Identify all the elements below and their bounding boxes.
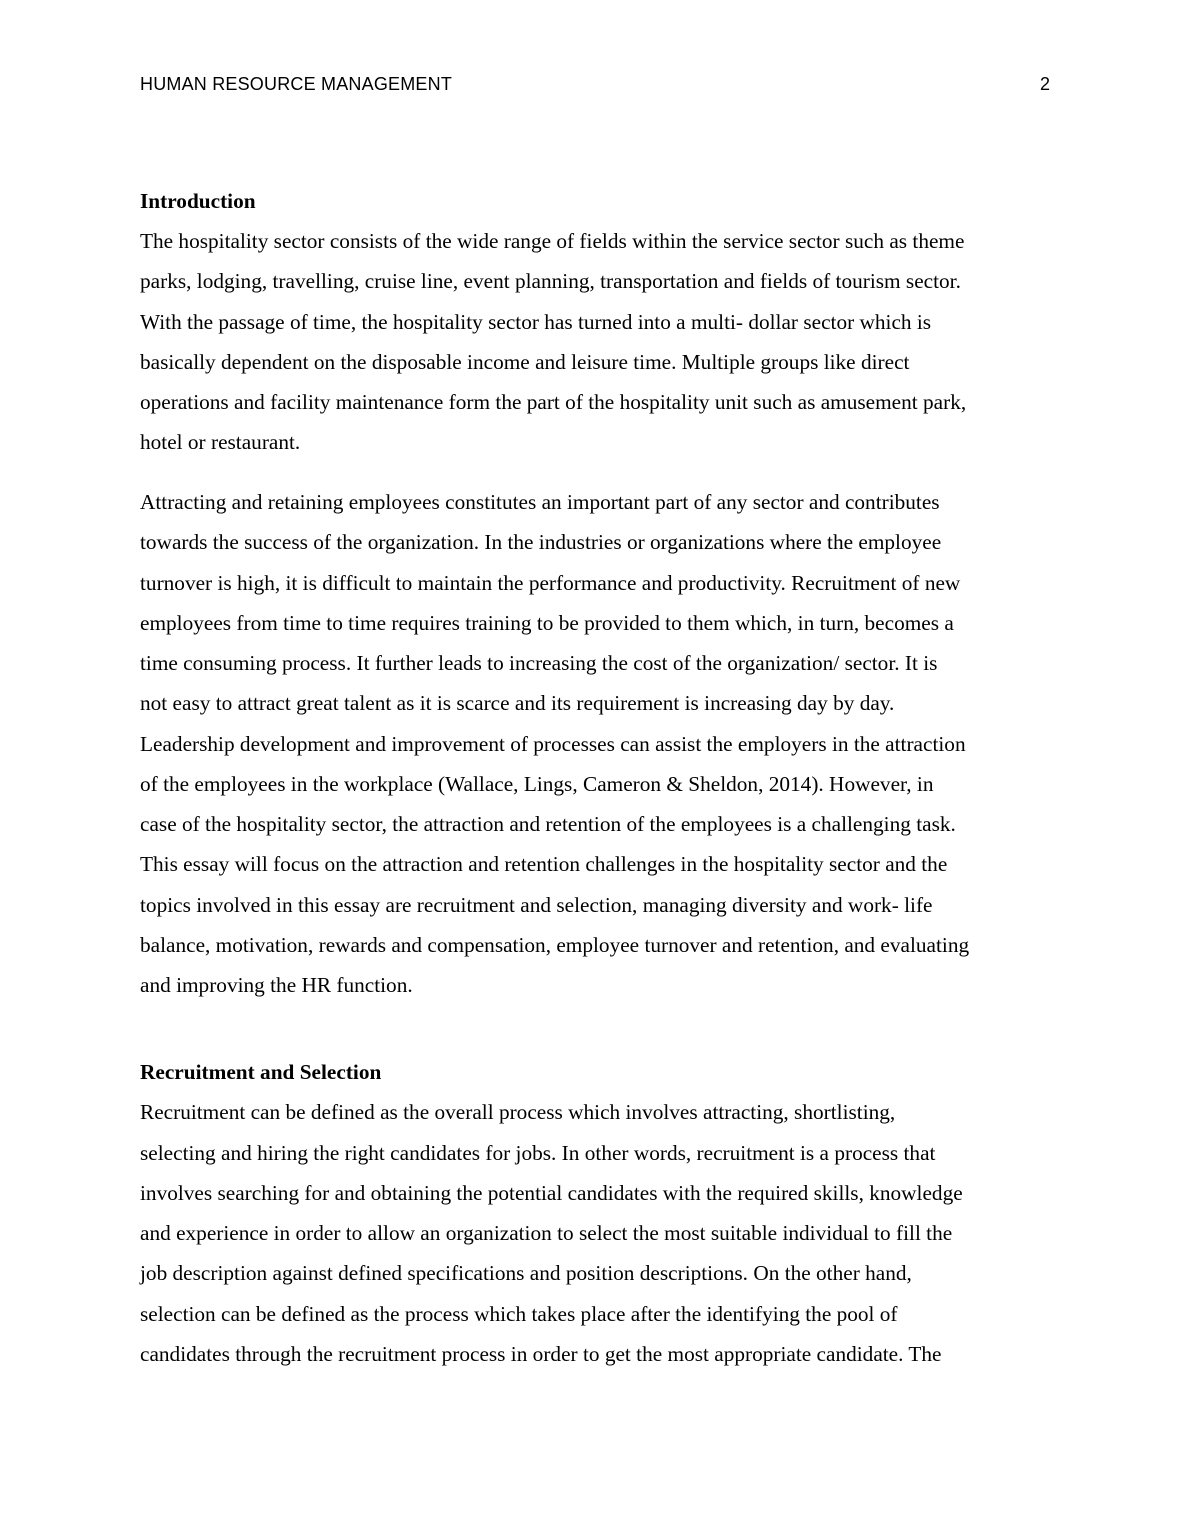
page-number: 2 <box>1039 74 1050 94</box>
text-line: With the passage of time, the hospitality sector has turned into a multi- dollar sector which is <box>140 310 932 334</box>
text-line: and experience in order to allow an organization to select the most suitable individual to fill the <box>140 1221 953 1245</box>
text-line: Recruitment can be defined as the overall process which involves attracting, shortlisting, <box>140 1100 896 1124</box>
text-line: towards the success of the organization. In the industries or organizations where the employee <box>140 530 942 554</box>
text-line: job description against defined specifications and position descriptions. On the other hand, <box>140 1261 912 1285</box>
section-heading-recruitment: Recruitment and Selection <box>140 1060 382 1084</box>
text-line: selection can be defined as the process which takes place after the identifying the pool of <box>140 1302 898 1326</box>
running-head: HUMAN RESOURCE MANAGEMENT <box>140 74 453 94</box>
text-line: turnover is high, it is difficult to maintain the performance and productivity. Recruitment of new <box>140 571 961 595</box>
text-line: The hospitality sector consists of the wide range of fields within the service sector such as theme <box>140 229 965 253</box>
text-line: balance, motivation, rewards and compensation, employee turnover and retention, and evaluating <box>140 933 970 957</box>
text-line: topics involved in this essay are recruitment and selection, managing diversity and work- life <box>140 893 933 917</box>
text-line: of the employees in the workplace (Wallace, Lings, Cameron & Sheldon, 2014). However, in <box>140 772 934 796</box>
text-line: parks, lodging, travelling, cruise line, event planning, transportation and fields of tourism sector. <box>140 269 961 293</box>
text-line: basically dependent on the disposable income and leisure time. Multiple groups like direct <box>140 350 910 374</box>
text-line: and improving the HR function. <box>140 973 413 997</box>
section-heading-introduction: Introduction <box>140 189 256 213</box>
text-line: time consuming process. It further leads to increasing the cost of the organization/ sector. It is <box>140 651 938 675</box>
text-line: candidates through the recruitment process in order to get the most appropriate candidate. The <box>140 1342 942 1366</box>
text-line: not easy to attract great talent as it is scarce and its requirement is increasing day by day. <box>140 691 895 715</box>
text-line: employees from time to time requires training to be provided to them which, in turn, becomes a <box>140 611 954 635</box>
text-line: operations and facility maintenance form the part of the hospitality unit such as amusement park, <box>140 390 967 414</box>
text-line: case of the hospitality sector, the attraction and retention of the employees is a challenging task. <box>140 812 956 836</box>
text-line: Attracting and retaining employees constitutes an important part of any sector and contributes <box>140 490 940 514</box>
text-line: involves searching for and obtaining the potential candidates with the required skills, knowledge <box>140 1181 963 1205</box>
text-line: selecting and hiring the right candidates for jobs. In other words, recruitment is a process that <box>140 1141 936 1165</box>
text-line: This essay will focus on the attraction and retention challenges in the hospitality sector and the <box>140 852 948 876</box>
text-line: Leadership development and improvement of processes can assist the employers in the attraction <box>140 732 966 756</box>
text-line: hotel or restaurant. <box>140 430 301 454</box>
